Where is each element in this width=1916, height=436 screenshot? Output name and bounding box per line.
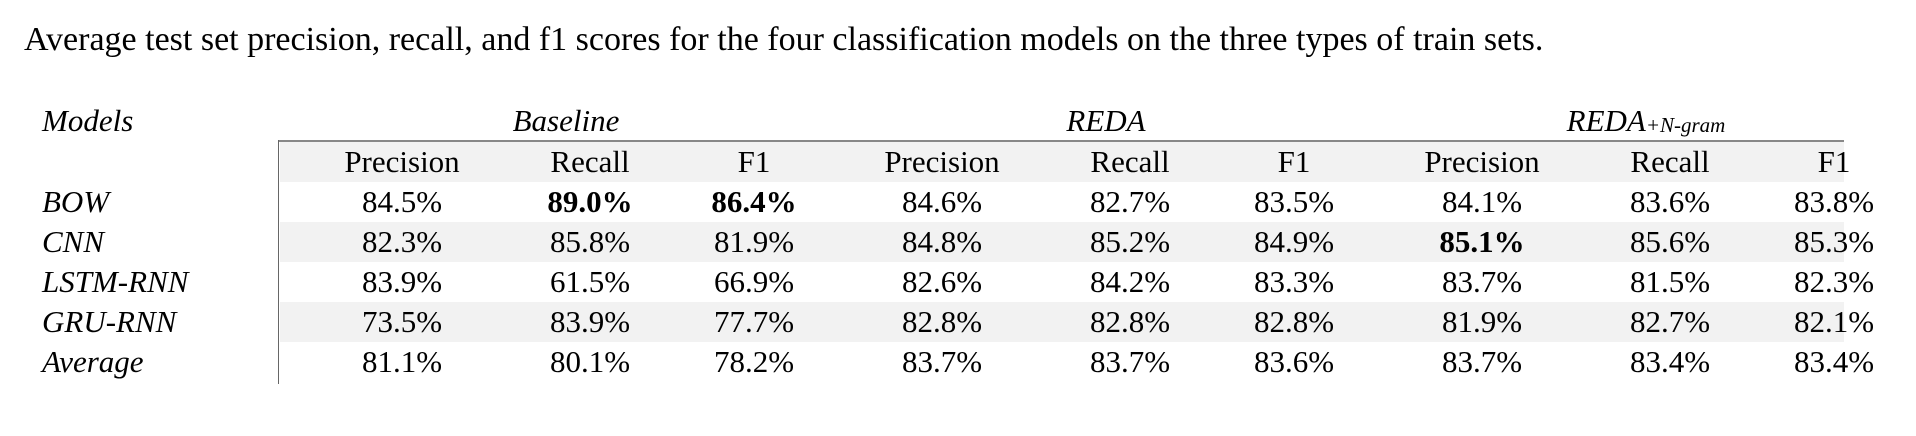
group-header-baseline — [296, 98, 836, 144]
group-label-subscript: +N-gram — [1645, 113, 1726, 137]
score-cell: 83.4% — [1629, 344, 1711, 379]
score-cell: 84.6% — [901, 184, 983, 219]
metric-header: F1 — [1817, 144, 1851, 179]
score-cell: 84.8% — [901, 224, 983, 259]
score-cell: 83.6% — [1629, 184, 1711, 219]
score-cell: 82.7% — [1629, 304, 1711, 339]
model-label: BOW — [42, 184, 110, 219]
score-cell: 84.5% — [361, 184, 443, 219]
score-cell: 82.7% — [1089, 184, 1171, 219]
table-row — [34, 302, 1875, 342]
results-table — [34, 98, 1875, 384]
metric-header: Recall — [1090, 144, 1170, 179]
score-cell: 82.8% — [1253, 304, 1335, 339]
group-label: Baseline — [512, 103, 620, 138]
score-cell: 81.1% — [361, 344, 443, 379]
score-cell: 81.5% — [1629, 264, 1711, 299]
score-cell: 85.8% — [549, 224, 631, 259]
metric-header: F1 — [737, 144, 771, 179]
score-cell: 83.9% — [549, 304, 631, 339]
score-cell: 83.4% — [1793, 344, 1875, 379]
metric-header: Precision — [344, 144, 460, 179]
score-cell: 66.9% — [713, 264, 795, 299]
score-cell: 83.7% — [1089, 344, 1171, 379]
table-row — [34, 342, 1875, 382]
score-cell: 77.7% — [713, 304, 795, 339]
score-cell: 81.9% — [1441, 304, 1523, 339]
table-caption: Average test set precision, recall, and f1 scores for the four classification models on the three types of train sets. — [24, 21, 1544, 58]
score-cell: 89.0% — [547, 184, 633, 219]
metric-header: Recall — [1630, 144, 1710, 179]
score-cell: 84.9% — [1253, 224, 1335, 259]
score-cell: 82.8% — [1089, 304, 1171, 339]
column-divider — [278, 140, 279, 384]
table-row — [34, 182, 1875, 222]
model-label: LSTM-RNN — [42, 264, 189, 299]
score-cell: 83.9% — [361, 264, 443, 299]
models-column-header: Models — [42, 103, 134, 138]
group-header-reda — [836, 98, 1376, 144]
score-cell: 82.1% — [1793, 304, 1875, 339]
metric-header: Precision — [1424, 144, 1540, 179]
score-cell: 81.9% — [713, 224, 795, 259]
group-label: REDA — [1066, 103, 1146, 138]
score-cell: 84.1% — [1441, 184, 1523, 219]
score-cell: 86.4% — [711, 184, 797, 219]
model-label: GRU-RNN — [42, 304, 177, 339]
score-cell: 82.3% — [1793, 264, 1875, 299]
score-cell: 83.5% — [1253, 184, 1335, 219]
model-label: CNN — [42, 224, 105, 259]
model-label: Average — [42, 344, 144, 379]
score-cell: 82.6% — [901, 264, 983, 299]
table-row — [34, 262, 1875, 302]
metric-header-row — [34, 142, 1851, 182]
score-cell: 73.5% — [361, 304, 443, 339]
score-cell: 83.7% — [1441, 344, 1523, 379]
group-header-reda-ngram — [1376, 98, 1916, 144]
score-cell: 85.3% — [1793, 224, 1875, 259]
metric-header: Recall — [550, 144, 630, 179]
score-cell: 82.3% — [361, 224, 443, 259]
metric-header: Precision — [884, 144, 1000, 179]
metric-header: F1 — [1277, 144, 1311, 179]
score-cell: 83.6% — [1253, 344, 1335, 379]
score-cell: 83.3% — [1253, 264, 1335, 299]
score-cell: 85.1% — [1439, 224, 1525, 259]
score-cell: 83.7% — [1441, 264, 1523, 299]
table-row — [34, 222, 1875, 262]
score-cell: 83.8% — [1793, 184, 1875, 219]
score-cell: 80.1% — [549, 344, 631, 379]
score-cell: 61.5% — [549, 264, 631, 299]
score-cell: 85.2% — [1089, 224, 1171, 259]
score-cell: 84.2% — [1089, 264, 1171, 299]
score-cell: 82.8% — [901, 304, 983, 339]
score-cell: 78.2% — [713, 344, 795, 379]
score-cell: 83.7% — [901, 344, 983, 379]
group-label: REDA — [1566, 103, 1646, 138]
score-cell: 85.6% — [1629, 224, 1711, 259]
